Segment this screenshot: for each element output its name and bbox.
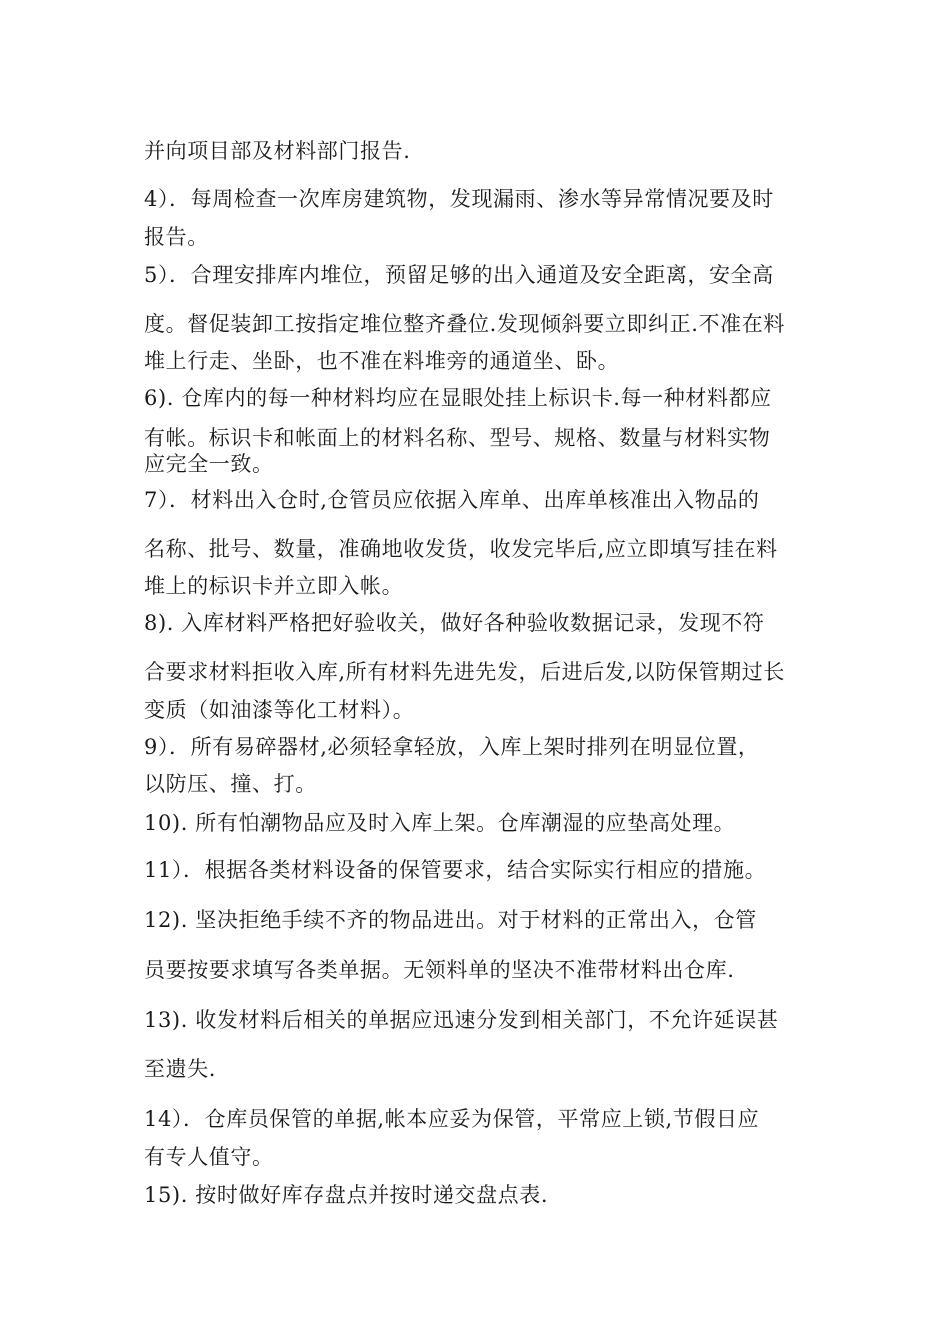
text-line: 9）．所有易碎器材,必须轻拿轻放，入库上架时排列在明显位置，: [144, 735, 760, 759]
text-line: 5）．合理安排库内堆位，预留足够的出入通道及安全距离，安全高: [144, 263, 774, 287]
text-line: 10). 所有怕潮物品应及时入库上架。仓库潮湿的应垫高处理。: [144, 811, 736, 835]
text-line: 有专人值守。: [144, 1145, 274, 1169]
text-line: 并向项目部及材料部门报告.: [144, 139, 411, 163]
text-line: 11）．根据各类材料设备的保管要求，结合实际实行相应的措施。: [144, 858, 767, 882]
text-line: 员要按要求填写各类单据。无领料单的坚决不准带材料出仓库.: [144, 958, 735, 982]
text-line: 以防压、撞、打。: [144, 772, 317, 796]
text-line: 报告。: [144, 225, 209, 249]
text-line: 堆上行走、坐卧，也不准在料堆旁的通道坐、卧。: [144, 349, 620, 373]
text-line: 13). 收发材料后相关的单据应迅速分发到相关部门，不允许延误甚: [144, 1008, 779, 1032]
text-line: 应完全一致。: [144, 452, 274, 476]
text-line: 有帐。标识卡和帐面上的材料名称、型号、规格、数量与材料实物: [144, 426, 771, 450]
text-line: 变质（如油漆等化工材料）。: [144, 698, 415, 722]
text-line: 6). 仓库内的每一种材料均应在显眼处挂上标识卡.每一种材料都应: [144, 386, 772, 410]
text-line: 至遗失.: [144, 1057, 217, 1081]
text-line: 度。督促装卸工按指定堆位整齐叠位.发现倾斜要立即纠正.不准在料: [144, 312, 785, 336]
text-line: 合要求材料拒收入库,所有材料先进先发，后进后发,以防保管期过长: [144, 660, 785, 684]
text-line: 堆上的标识卡并立即入帐。: [144, 574, 404, 598]
text-line: 15). 按时做好库存盘点并按时递交盘点表.: [144, 1183, 549, 1207]
text-line: 12). 坚决拒绝手续不齐的物品进出。对于材料的正常出入，仓管: [144, 908, 757, 932]
text-line: 8). 入库材料严格把好验收关，做好各种验收数据记录，发现不符: [144, 611, 765, 635]
text-line: 14）．仓库员保管的单据,帐本应妥为保管，平常应上锁,节假日应: [144, 1107, 760, 1131]
text-line: 4）．每周检查一次库房建筑物，发现漏雨、渗水等异常情况要及时: [144, 187, 774, 211]
text-line: 7）．材料出入仓时,仓管员应依据入库单、出库单核准出入物品的: [144, 488, 760, 512]
text-line: 名称、批号、数量，准确地收发货，收发完毕后,应立即填写挂在料: [144, 537, 778, 561]
